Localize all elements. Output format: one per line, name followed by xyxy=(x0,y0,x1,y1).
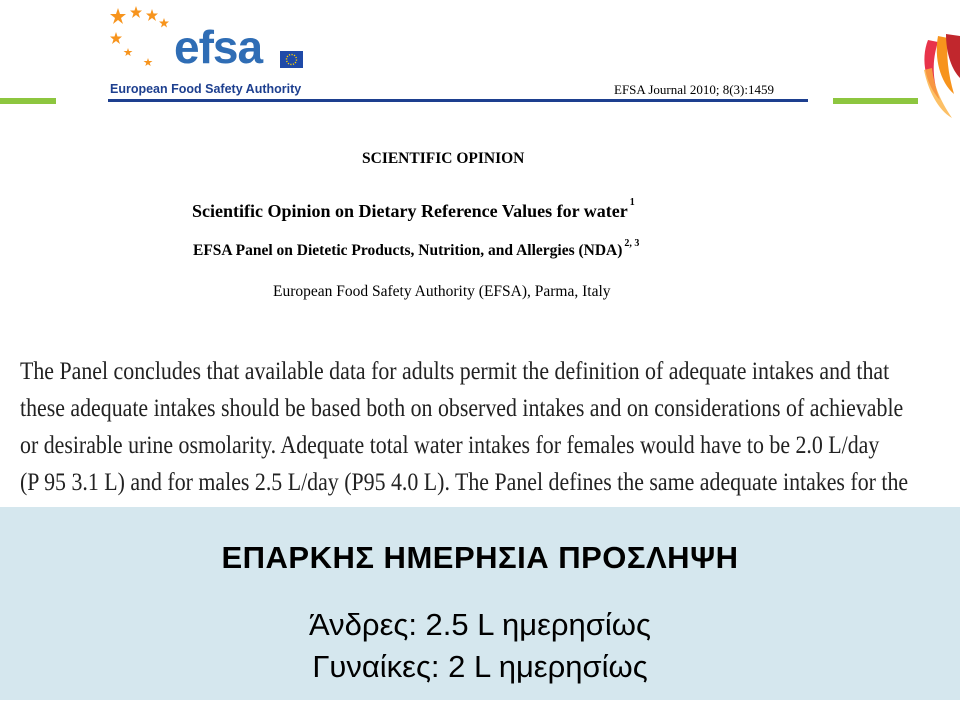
excerpt-line: The Panel concludes that available data for adults permit the definition of adequate intakes and that xyxy=(20,358,890,385)
women-intake: Γυναίκες: 2 L ημερησίως xyxy=(312,649,648,684)
excerpt-line: (P 95 3.1 L) and for males 2.5 L/day (P95 4.0 L). The Panel defines the same adequate intakes for the xyxy=(20,469,909,496)
document-label: SCIENTIFIC OPINION xyxy=(362,150,525,167)
title-footnote: 1 xyxy=(629,197,635,208)
document-title xyxy=(192,197,635,222)
panel-name-text: EFSA Panel on Dietetic Products, Nutrition, and Allergies (NDA) xyxy=(193,242,623,259)
affiliation: European Food Safety Authority (EFSA), Parma, Italy xyxy=(273,283,611,300)
panel-name xyxy=(193,238,640,260)
logo-subtitle: European Food Safety Authority xyxy=(110,82,302,96)
excerpt-line: these adequate intakes should be based both on observed intakes and on considerations of achievable xyxy=(20,395,904,422)
journal-reference: EFSA Journal 2010; 8(3):1459 xyxy=(614,82,774,97)
panel-footnotes: 2, 3 xyxy=(624,238,640,249)
document-title-text: Scientific Opinion on Dietary Reference Values for water xyxy=(192,201,628,221)
summary-overlay xyxy=(0,507,960,700)
green-accent-bar-right xyxy=(833,98,918,104)
header-divider xyxy=(108,99,808,102)
efsa-logo xyxy=(108,6,318,98)
logo-wordmark: efsa xyxy=(174,21,263,73)
green-accent-bar-left xyxy=(0,98,56,104)
men-intake: Άνδρες: 2.5 L ημερησίως xyxy=(309,607,651,642)
excerpt-line: or desirable urine osmolarity. Adequate total water intakes for females would have to be 2.0 L/day xyxy=(20,432,880,459)
overlay-title: ΕΠΑΡΚΗΣ ΗΜΕΡΗΣΙΑ ΠΡΟΣΛΗΨΗ xyxy=(221,540,739,575)
excerpt-paragraph xyxy=(20,353,946,501)
decorative-swirl-icon xyxy=(918,30,960,120)
eu-flag-icon xyxy=(280,51,303,68)
logo-stars-icon xyxy=(108,6,178,76)
